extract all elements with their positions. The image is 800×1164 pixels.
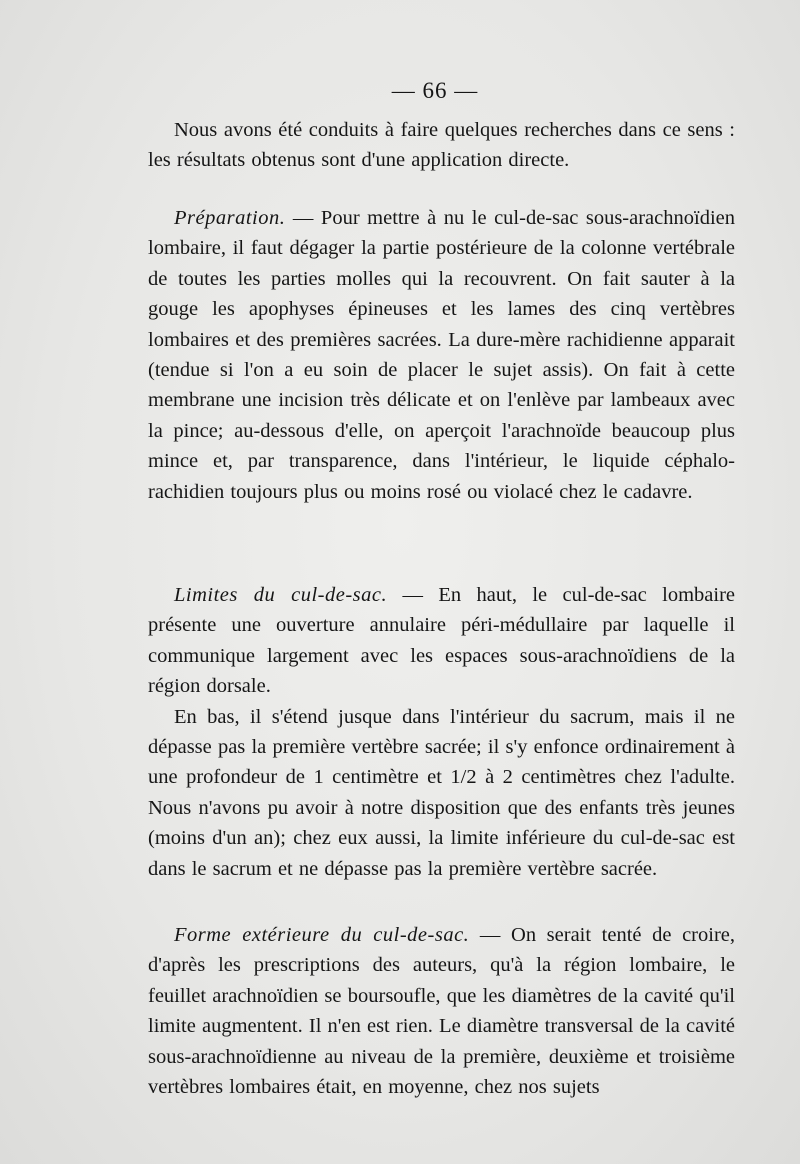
paragraph-body — [148, 580, 735, 702]
paragraph-forme — [148, 920, 735, 1102]
section-heading-limites: Limites du cul-de-sac. — [174, 584, 388, 606]
paragraph-text: — En haut, le cul-de-sac lombaire présente une ouverture annulaire péri-médullaire par laquelle il communique largement avec les espaces sous-arachnoïdiens de la région dorsale. — [148, 584, 735, 698]
paragraph-preparation — [148, 203, 735, 507]
paragraph-continuation: En bas, il s'étend jusque dans l'intérieur du sacrum, mais il ne dépasse pas la première vertèbre sacrée; il s'y enfonce ordinairement à une profondeur de 1 centimètre et 1/2 à 2 centimètres chez l'adulte. Nous n'avons pu avoir à notre disposition que des enfants très jeunes (moins d'un an); chez eux aussi, la limite inférieure du cul-de-sac est dans le sacrum et ne dépasse pas la première vertèbre sacrée. — [148, 705, 735, 880]
paragraph-body — [148, 203, 735, 507]
paragraph-body — [148, 920, 735, 1102]
paragraph-limites — [148, 580, 735, 884]
page-number: — 66 — — [391, 78, 479, 103]
section-heading-forme: Forme extérieure du cul-de-sac. — [174, 924, 470, 946]
paragraph-text: — On serait tenté de croire, d'après les prescriptions des auteurs, qu'à la région lombaire, le feuillet arachnoïdien se boursoufle, que les diamètres de la cavité qu'il limite augmentent. Il n'en est rien. Le diamètre transversal de la cavité sous-arachnoïdienne au niveau de la première, deuxième et troisième vertèbres lombaires était, en moyenne, chez nos sujets — [148, 924, 736, 1099]
paragraph-text: — Pour mettre à nu le cul-de-sac sous-arachnoïdien lombaire, il faut dégager la partie postérieure de la colonne vertébrale de toutes les parties molles qui la recouvrent. On fait sauter à la gouge les apophyses épineuses et les lames des cinq vertèbres lombaires et des premières sacrées. La dure-mère rachidienne apparait (tendue si l'on a eu soin de placer le sujet assis). On fait à cette membrane une incision très délicate et on l'enlève par lambeaux avec la pince; au-dessous d'elle, on aperçoit l'arachnoïde beaucoup plus mince et, par transparence, dans l'intérieur, le liquide céphalo-rachidien toujours plus ou moins rosé ou violacé chez le cadavre. — [148, 207, 735, 503]
paragraph-text: Nous avons été conduits à faire quelques recherches dans ce sens : les résultats obtenus sont d'une application directe. — [148, 119, 735, 172]
paragraph-intro — [148, 115, 735, 176]
section-heading-preparation: Préparation. — [174, 207, 286, 229]
